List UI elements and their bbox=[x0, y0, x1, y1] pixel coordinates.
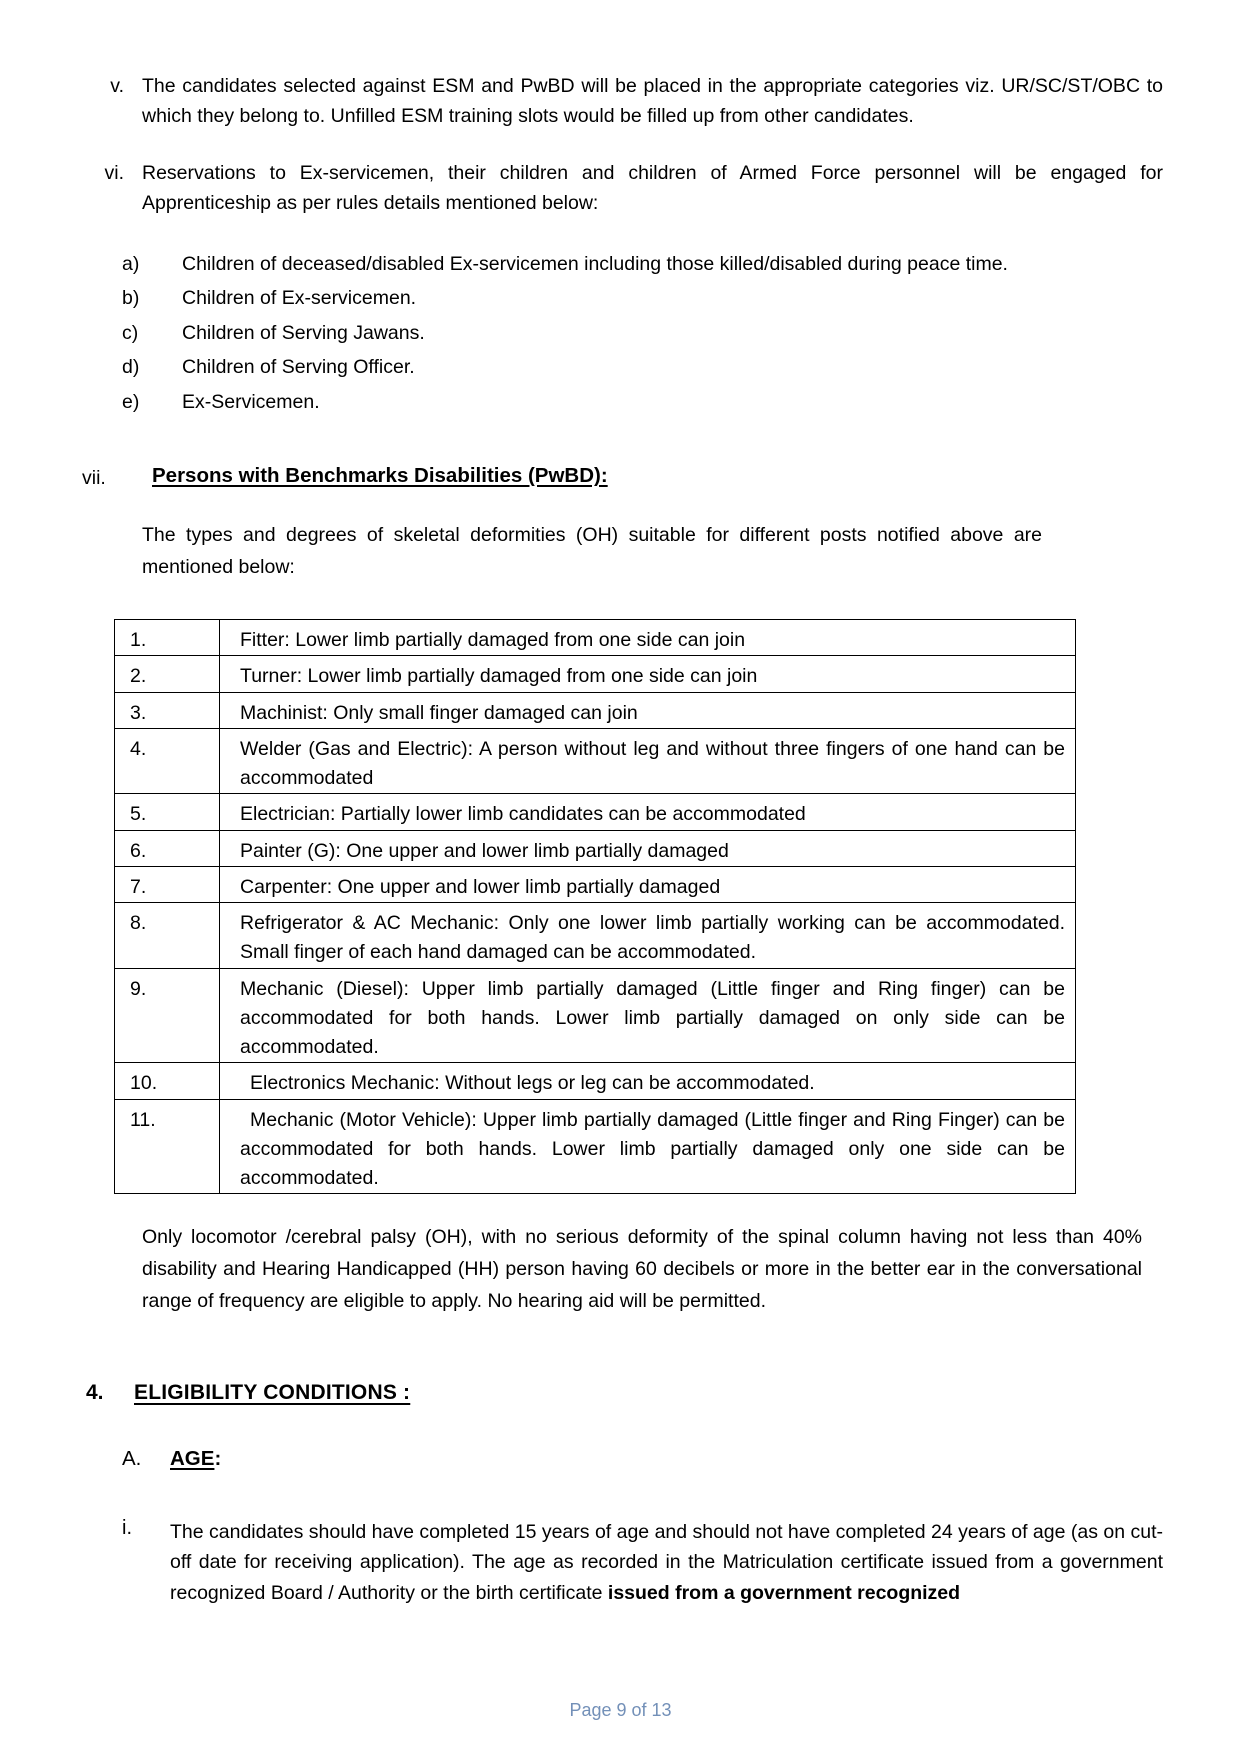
table-row bbox=[115, 903, 1076, 969]
table-cell-number: 10. bbox=[115, 1063, 220, 1099]
table-cell-description: Fitter: Lower limb partially damaged from one side can join bbox=[220, 620, 1076, 656]
list-item bbox=[78, 249, 1163, 281]
list-item bbox=[78, 318, 1163, 350]
section-title: ELIGIBILITY CONDITIONS : bbox=[134, 1381, 411, 1405]
age-requirement-text bbox=[170, 1517, 1163, 1608]
table-row bbox=[115, 866, 1076, 902]
table-row bbox=[115, 830, 1076, 866]
letter-text-c: Children of Serving Jawans. bbox=[182, 321, 425, 344]
table-row bbox=[115, 968, 1076, 1063]
table-cell-number: 4. bbox=[115, 728, 220, 794]
subsection-title bbox=[170, 1447, 221, 1471]
letter-marker-b: b) bbox=[122, 287, 140, 310]
table-cell-description: Mechanic (Motor Vehicle): Upper limb partially damaged (Little finger and Ring Finger) can be accommodated for both hands. Lower limb partially damaged only one side can be accommodated. bbox=[220, 1099, 1076, 1194]
subsection-title-underlined: AGE bbox=[170, 1447, 215, 1471]
table-cell-number: 3. bbox=[115, 692, 220, 728]
subsection-letter: A. bbox=[122, 1447, 142, 1471]
table-cell-number: 1. bbox=[115, 620, 220, 656]
letter-marker-e: e) bbox=[122, 390, 140, 413]
table-cell-description: Electronics Mechanic: Without legs or leg can be accommodated. bbox=[220, 1063, 1076, 1099]
table-row bbox=[115, 692, 1076, 728]
table-cell-number: 11. bbox=[115, 1099, 220, 1194]
roman-marker-v: v. bbox=[110, 75, 124, 97]
eligibility-conditions-section bbox=[78, 1381, 1163, 1405]
ex-servicemen-category-list bbox=[78, 249, 1163, 419]
disability-eligibility-paragraph: Only locomotor /cerebral palsy (OH), with no serious deformity of the spinal column having not less than 40% disability and Hearing Handicapped (HH) person having 60 decibels or more in the better ear in the conversational range of frequency are eligible to apply. No hearing aid will be permitted. bbox=[142, 1226, 1142, 1312]
roman-text-vi: Reservations to Ex-servicemen, their children and children of Armed Force personnel will be engaged for Apprenticeship as per rules details mentioned below: bbox=[142, 162, 1163, 214]
roman-list-item-vi bbox=[78, 159, 1163, 218]
letter-text-a: Children of deceased/disabled Ex-servicemen including those killed/disabled during peace time. bbox=[182, 252, 1008, 275]
letter-text-b: Children of Ex-servicemen. bbox=[182, 287, 417, 310]
table-row bbox=[115, 728, 1076, 794]
pwbd-section-heading: Persons with Benchmarks Disabilities (PwBD): bbox=[152, 464, 608, 488]
roman-list-item-v bbox=[78, 72, 1163, 131]
table-cell-description: Refrigerator & AC Mechanic: Only one lower limb partially working can be accommodated. Small finger of each hand damaged can be accommodated. bbox=[220, 903, 1076, 969]
table-cell-number: 8. bbox=[115, 903, 220, 969]
table-row bbox=[115, 794, 1076, 830]
table-cell-number: 2. bbox=[115, 656, 220, 692]
table-cell-number: 5. bbox=[115, 794, 220, 830]
page-footer: Page 9 of 13 bbox=[569, 1700, 672, 1720]
table-row bbox=[115, 1099, 1076, 1194]
roman-text-v: The candidates selected against ESM and PwBD will be placed in the appropriate categories viz. UR/SC/ST/OBC to which they belong to. Unfilled ESM training slots would be filled up from other candidates. bbox=[142, 75, 1163, 127]
list-item bbox=[78, 283, 1163, 315]
age-text-regular: The candidates should have completed 15 years of age and should not have completed 24 years of age (as on cut-off date for receiving application). The age as recorded in the Matriculation certificate issued from a government recognized Board / Authority or the birth certificate bbox=[170, 1521, 1163, 1604]
table-row bbox=[115, 620, 1076, 656]
letter-text-d: Children of Serving Officer. bbox=[182, 356, 415, 379]
table-cell-description: Turner: Lower limb partially damaged from one side can join bbox=[220, 656, 1076, 692]
table-cell-description: Machinist: Only small finger damaged can join bbox=[220, 692, 1076, 728]
table-cell-number: 6. bbox=[115, 830, 220, 866]
table-cell-number: 7. bbox=[115, 866, 220, 902]
table-cell-description: Carpenter: One upper and lower limb partially damaged bbox=[220, 866, 1076, 902]
list-item bbox=[78, 352, 1163, 384]
item-marker-i: i. bbox=[122, 1517, 132, 1540]
table-cell-description: Mechanic (Diesel): Upper limb partially damaged (Little finger and Ring finger) can be accommodated for both hands. Lower limb partially damaged on only side can be accommodated. bbox=[220, 968, 1076, 1063]
pwbd-intro-paragraph: The types and degrees of skeletal deformities (OH) suitable for different posts notified above are mentioned below: bbox=[142, 524, 1042, 578]
table-cell-description: Painter (G): One upper and lower limb partially damaged bbox=[220, 830, 1076, 866]
table-row bbox=[115, 1063, 1076, 1099]
roman-list-item-vii bbox=[78, 464, 1163, 494]
letter-marker-a: a) bbox=[122, 252, 140, 275]
table-row bbox=[115, 656, 1076, 692]
subsection-title-colon: : bbox=[214, 1447, 222, 1471]
section-number: 4. bbox=[86, 1381, 104, 1405]
pwbd-deformities-table bbox=[114, 619, 1076, 1194]
roman-marker-vii: vii. bbox=[82, 467, 106, 490]
list-item bbox=[78, 387, 1163, 419]
roman-marker-vi: vi. bbox=[104, 162, 124, 185]
age-requirement-item bbox=[78, 1517, 1163, 1608]
letter-text-e: Ex-Servicemen. bbox=[182, 390, 320, 413]
table-cell-description: Electrician: Partially lower limb candidates can be accommodated bbox=[220, 794, 1076, 830]
table-cell-description: Welder (Gas and Electric): A person without leg and without three fingers of one hand can be accommodated bbox=[220, 728, 1076, 794]
age-subsection bbox=[78, 1447, 1163, 1471]
letter-marker-d: d) bbox=[122, 356, 140, 379]
age-text-bold: issued from a government recognized bbox=[607, 1581, 961, 1604]
table-cell-number: 9. bbox=[115, 968, 220, 1063]
letter-marker-c: c) bbox=[122, 321, 139, 344]
